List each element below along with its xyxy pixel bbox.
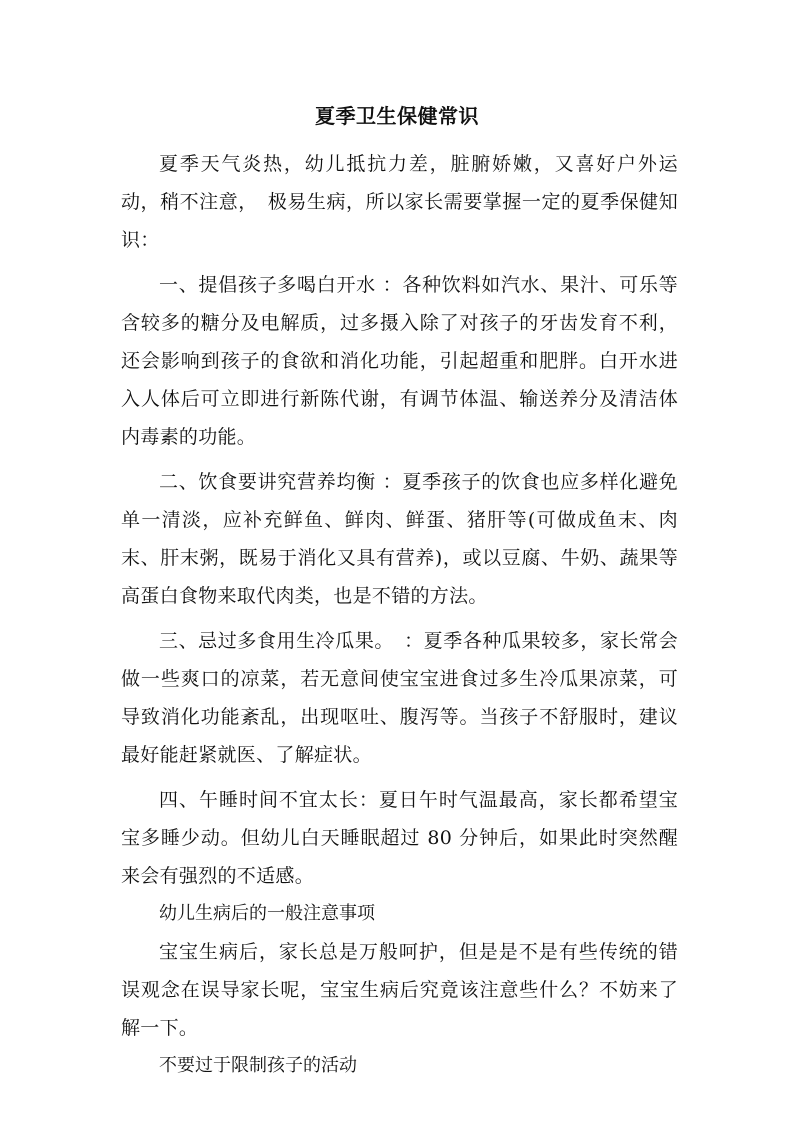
subheading: 不要过于限制孩子的活动 [159,1055,357,1076]
tip-cold-fruit-paragraph: 三、忌过多食用生冷瓜果。 ：夏季各种瓜果较多，家长常会做一些爽口的凉菜，若无意间使宝宝进食过多生冷瓜果凉菜，可导致消化功能紊乱，出现呕吐、腹泻等。当孩子不舒服时，建议最好能赶紧就医、了解症状。 [121,630,678,766]
document-title: 夏季卫生保健常识 [315,104,479,128]
section-paragraph: 宝宝生病后，家长总是万般呵护，但是是不是有些传统的错误观念在误导家长呢，宝宝生病后究竟该注意些什么？不妨来了解一下。 [121,941,678,1039]
document-body [121,145,678,1085]
tip-nap-paragraph: 四、午睡时间不宜太长：夏日午时气温最高，家长都希望宝宝多睡少动。但幼儿白天睡眠超过 80 分钟后，如果此时突然醒来会有强烈的不适感。 [121,789,678,887]
tip-diet-paragraph: 二、饮食要讲究营养均衡 ：夏季孩子的饮食也应多样化避免单一清淡，应补充鲜鱼、鲜肉、鲜蛋、猪肝等(可做成鱼末、肉末、肝末粥，既易于消化又具有营养)，或以豆腐、牛奶、蔬果等高蛋白食物来取代肉类，也是不错的方法。 [121,471,678,607]
tip-water-paragraph: 一、提倡孩子多喝白开水 ：各种饮料如汽水、果汁、可乐等含较多的糖分及电解质，过多摄入除了对孩子的牙齿发育不利，还会影响到孩子的食欲和消化功能，引起超重和肥胖。白开水进入人体后可立即进行新陈代谢，有调节体温、输送养分及清洁体内毒素的功能。 [121,274,678,448]
intro-paragraph: 夏季天气炎热，幼儿抵抗力差，脏腑娇嫩，又喜好户外运动，稍不注意， 极易生病，所以家长需要掌握一定的夏季保健知识： [121,153,678,251]
section-heading: 幼儿生病后的一般注意事项 [159,903,375,924]
